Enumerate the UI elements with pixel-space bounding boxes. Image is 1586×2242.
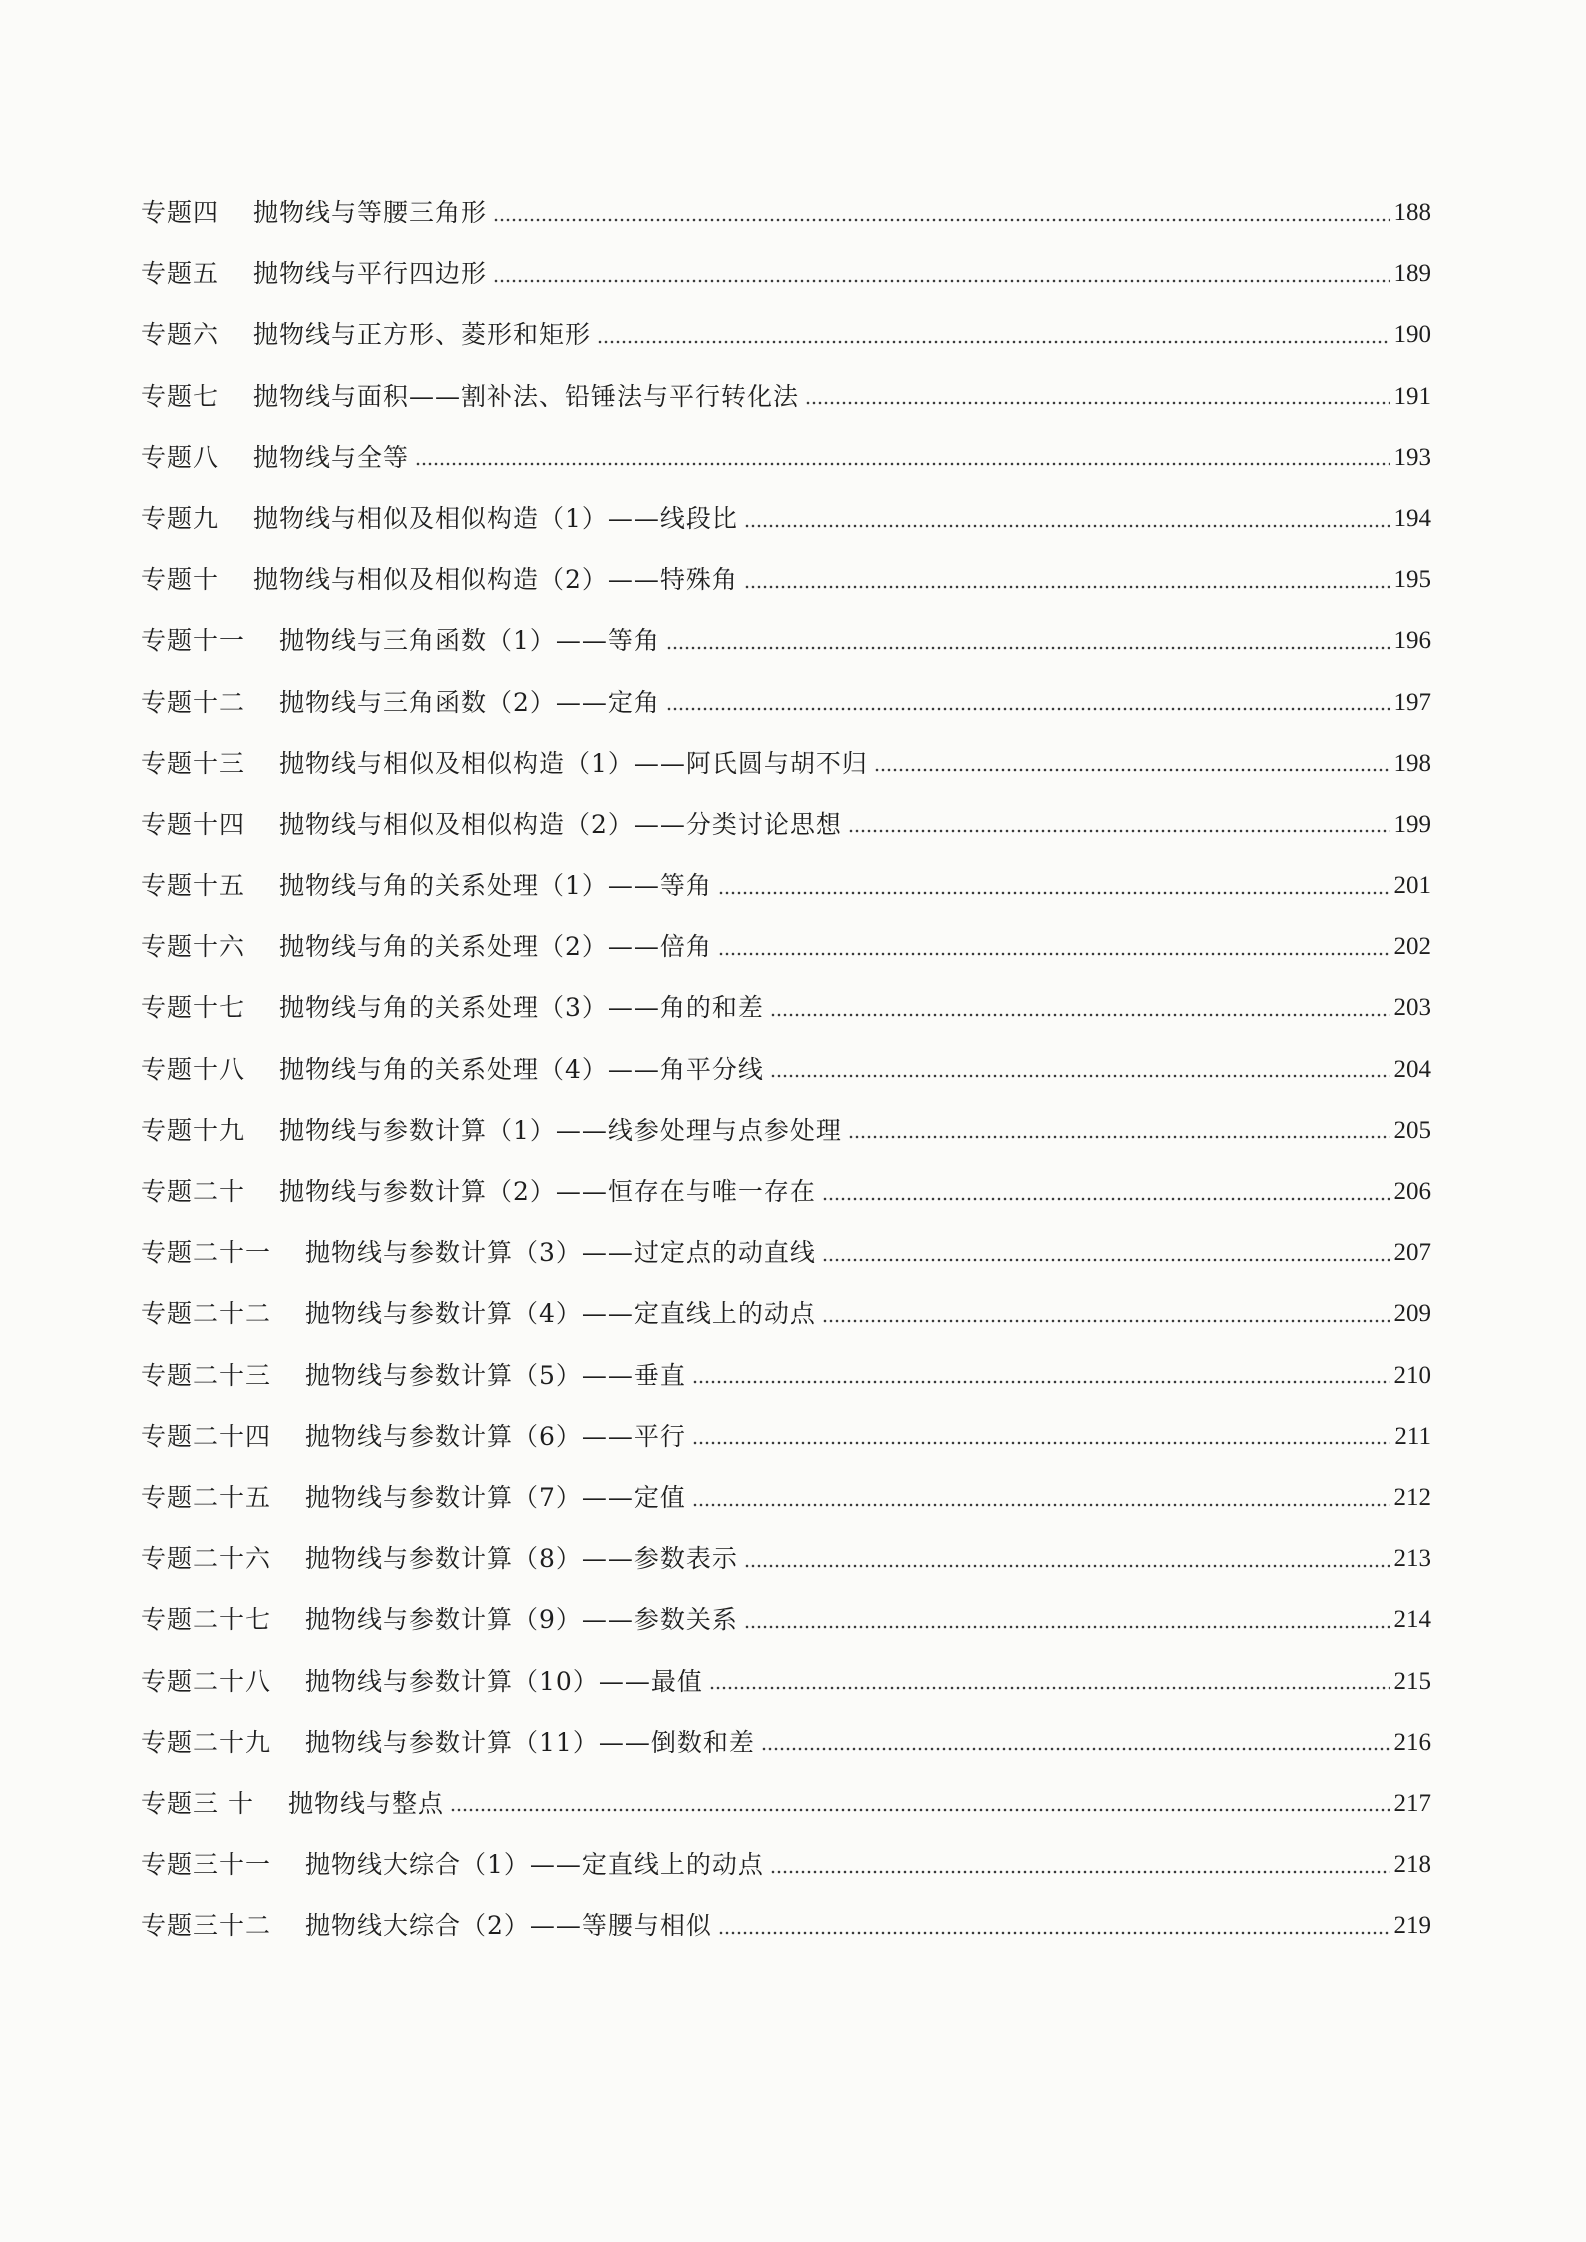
toc-entry-page: 203: [1393, 994, 1431, 1022]
toc-entry-title: 抛物线与全等: [253, 442, 410, 472]
toc-entry: [141, 1161, 1431, 1222]
toc-entry-page: 214: [1393, 1606, 1431, 1634]
toc-entry-title: 抛物线与相似及相似构造（2）——特殊角: [253, 565, 738, 595]
toc-entry-page: 209: [1393, 1300, 1431, 1328]
toc-entry-label: 专题二十七: [141, 1605, 272, 1635]
toc-entry-page: 204: [1393, 1055, 1431, 1083]
dot-leader: [822, 1318, 1390, 1324]
toc-entry: [141, 733, 1431, 794]
toc-entry-page: 190: [1393, 321, 1431, 349]
toc-entry: [141, 855, 1431, 916]
toc-entry-title: 抛物线与面积——割补法、铅锤法与平行转化法: [253, 381, 800, 411]
toc-entry-label: 专题十五: [141, 871, 246, 901]
toc-entry-label: 专题六: [141, 320, 220, 350]
toc-entry-page: 199: [1393, 810, 1431, 838]
toc-entry: [141, 243, 1431, 304]
dot-leader: [718, 951, 1390, 957]
toc-entry-title: 抛物线与参数计算（11）——倒数和差: [305, 1727, 755, 1757]
toc-entry-page: 201: [1393, 872, 1431, 900]
toc-entry-page: 196: [1393, 627, 1431, 655]
toc-entry-title: 抛物线与参数计算（1）——线参处理与点参处理: [279, 1115, 842, 1145]
toc-entry-page: 207: [1393, 1239, 1431, 1267]
toc-entry: [141, 916, 1431, 977]
toc-entry-label: 专题二十: [141, 1177, 246, 1206]
toc-entry-label: 专题十九: [141, 1115, 246, 1145]
toc-entry-title: 抛物线与参数计算（6）——平行: [305, 1421, 686, 1451]
dot-leader: [744, 1624, 1390, 1630]
toc-entry: [141, 610, 1431, 671]
toc-entry-page: 212: [1393, 1483, 1431, 1511]
toc-entry-page: 217: [1393, 1789, 1431, 1817]
toc-entry: [141, 1895, 1431, 1956]
toc-entry-label: 专题十四: [141, 809, 246, 839]
dot-leader: [822, 1257, 1390, 1263]
toc-entry-label: 专题九: [141, 503, 220, 533]
dot-leader: [493, 217, 1389, 223]
toc-entry-title: 抛物线与正方形、菱形和矩形: [253, 320, 592, 350]
toc-entry-label: 专题四: [141, 198, 220, 227]
toc-entry-label: 专题十六: [141, 932, 246, 962]
toc-entry-label: 专题二十一: [141, 1238, 272, 1268]
dot-leader: [709, 1685, 1390, 1691]
toc-entry-title: 抛物线与平行四边形: [253, 259, 488, 289]
dot-leader: [805, 400, 1389, 406]
dot-leader: [692, 1440, 1390, 1446]
dot-leader: [666, 645, 1390, 651]
toc-entry-label: 专题二十五: [141, 1482, 272, 1512]
dot-leader: [493, 278, 1389, 284]
toc-entry-title: 抛物线与参数计算（10）——最值: [305, 1666, 703, 1696]
toc-entry: [141, 304, 1431, 365]
toc-entry: [141, 1834, 1431, 1895]
dot-leader: [822, 1196, 1390, 1202]
toc-entry: [141, 1283, 1431, 1344]
toc-entry-page: 191: [1393, 382, 1431, 410]
toc-entry-title: 抛物线与角的关系处理（2）——倍角: [279, 932, 712, 962]
toc-entry-title: 抛物线与整点: [287, 1788, 444, 1818]
dot-leader: [744, 1563, 1390, 1569]
dot-leader: [761, 1746, 1390, 1752]
toc-entry-page: 195: [1393, 566, 1431, 594]
toc-entry-page: 193: [1393, 443, 1431, 471]
toc-entry-label: 专题二十四: [141, 1421, 272, 1451]
toc-entry-label: 专题二十三: [141, 1360, 272, 1390]
toc-entry-page: 211: [1394, 1422, 1431, 1450]
toc-entry-label: 专题三十二: [141, 1911, 272, 1941]
toc-entry: [141, 1222, 1431, 1283]
dot-leader: [744, 523, 1390, 529]
toc-entry-title: 抛物线与参数计算（7）——定值: [305, 1482, 686, 1512]
toc-entry-page: 197: [1393, 688, 1431, 716]
toc-entry-label: 专题十三: [141, 748, 246, 778]
toc-entry-label: 专题二十八: [141, 1666, 272, 1696]
toc-entry-label: 专题三十一: [141, 1850, 272, 1880]
toc-entry-label: 专题十八: [141, 1054, 246, 1084]
toc-entry: [141, 1406, 1431, 1467]
dot-leader: [450, 1807, 1390, 1813]
toc-entry-title: 抛物线与三角函数（2）——定角: [279, 687, 660, 717]
dot-leader: [692, 1379, 1390, 1385]
toc-entry-page: 219: [1393, 1912, 1431, 1940]
toc-entry: [141, 427, 1431, 488]
toc-entry-title: 抛物线与参数计算（5）——垂直: [305, 1360, 686, 1390]
toc-entry: [141, 549, 1431, 610]
toc-entry-page: 205: [1393, 1116, 1431, 1144]
dot-leader: [770, 1073, 1390, 1079]
toc-entry: [141, 672, 1431, 733]
toc-entry: [141, 1589, 1431, 1650]
toc-entry-label: 专题七: [141, 381, 220, 411]
toc-entry-page: 188: [1393, 199, 1431, 226]
toc-entry-label: 专题十: [141, 565, 220, 595]
table-of-contents: [141, 182, 1431, 1956]
dot-leader: [718, 890, 1390, 896]
toc-entry-label: 专题三 十: [141, 1788, 254, 1818]
dot-leader: [692, 1502, 1390, 1508]
toc-entry: [141, 1467, 1431, 1528]
toc-entry-title: 抛物线与等腰三角形: [253, 198, 488, 227]
toc-entry-label: 专题十一: [141, 626, 246, 656]
dot-leader: [848, 1134, 1390, 1140]
toc-entry-label: 专题十二: [141, 687, 246, 717]
toc-entry-label: 专题五: [141, 259, 220, 289]
dot-leader: [666, 706, 1390, 712]
toc-entry: [141, 794, 1431, 855]
toc-entry-label: 专题二十九: [141, 1727, 272, 1757]
toc-entry-page: 198: [1393, 749, 1431, 777]
dot-leader: [744, 584, 1390, 590]
toc-entry-label: 专题八: [141, 442, 220, 472]
toc-entry: [141, 366, 1431, 427]
toc-entry-page: 218: [1393, 1851, 1431, 1879]
dot-leader: [848, 828, 1390, 834]
toc-entry: [141, 488, 1431, 549]
toc-entry-label: 专题十七: [141, 993, 246, 1023]
toc-entry-title: 抛物线与相似及相似构造（2）——分类讨论思想: [279, 809, 842, 839]
toc-entry-label: 专题二十二: [141, 1299, 272, 1329]
toc-entry-title: 抛物线与角的关系处理（1）——等角: [279, 871, 712, 901]
toc-entry: [141, 1651, 1431, 1712]
toc-entry-label: 专题二十六: [141, 1544, 272, 1574]
toc-entry: [141, 1528, 1431, 1589]
toc-entry: [141, 1345, 1431, 1406]
toc-entry-page: 213: [1393, 1545, 1431, 1573]
toc-entry-page: 210: [1393, 1361, 1431, 1389]
dot-leader: [770, 1012, 1390, 1018]
dot-leader: [415, 461, 1389, 467]
toc-entry: [141, 1039, 1431, 1100]
toc-entry-title: 抛物线与参数计算（2）——恒存在与唯一存在: [279, 1177, 816, 1206]
toc-entry-page: 215: [1393, 1667, 1431, 1695]
toc-entry-title: 抛物线与参数计算（3）——过定点的动直线: [305, 1238, 816, 1268]
dot-leader: [597, 339, 1389, 345]
toc-entry-title: 抛物线与三角函数（1）——等角: [279, 626, 660, 656]
toc-entry: [141, 1712, 1431, 1773]
toc-entry-title: 抛物线与参数计算（9）——参数关系: [305, 1605, 738, 1635]
toc-entry-title: 抛物线与参数计算（4）——定直线上的动点: [305, 1299, 816, 1329]
toc-entry-title: 抛物线与相似及相似构造（1）——阿氏圆与胡不归: [279, 748, 868, 778]
toc-entry-title: 抛物线与角的关系处理（3）——角的和差: [279, 993, 764, 1023]
dot-leader: [718, 1930, 1390, 1936]
toc-entry-page: 189: [1393, 260, 1431, 288]
toc-entry-title: 抛物线大综合（1）——定直线上的动点: [305, 1850, 764, 1880]
toc-entry: [141, 977, 1431, 1038]
toc-entry: [141, 182, 1431, 243]
toc-entry-page: 206: [1393, 1178, 1431, 1205]
toc-entry-page: 202: [1393, 933, 1431, 961]
toc-entry: [141, 1100, 1431, 1161]
toc-entry-page: 194: [1393, 504, 1431, 532]
toc-entry-title: 抛物线与角的关系处理（4）——角平分线: [279, 1054, 764, 1084]
toc-entry: [141, 1773, 1431, 1834]
dot-leader: [874, 767, 1390, 773]
toc-entry-title: 抛物线大综合（2）——等腰与相似: [305, 1911, 712, 1941]
toc-entry-page: 216: [1393, 1728, 1431, 1756]
toc-entry-title: 抛物线与参数计算（8）——参数表示: [305, 1544, 738, 1574]
dot-leader: [770, 1869, 1390, 1875]
toc-entry-title: 抛物线与相似及相似构造（1）——线段比: [253, 503, 738, 533]
